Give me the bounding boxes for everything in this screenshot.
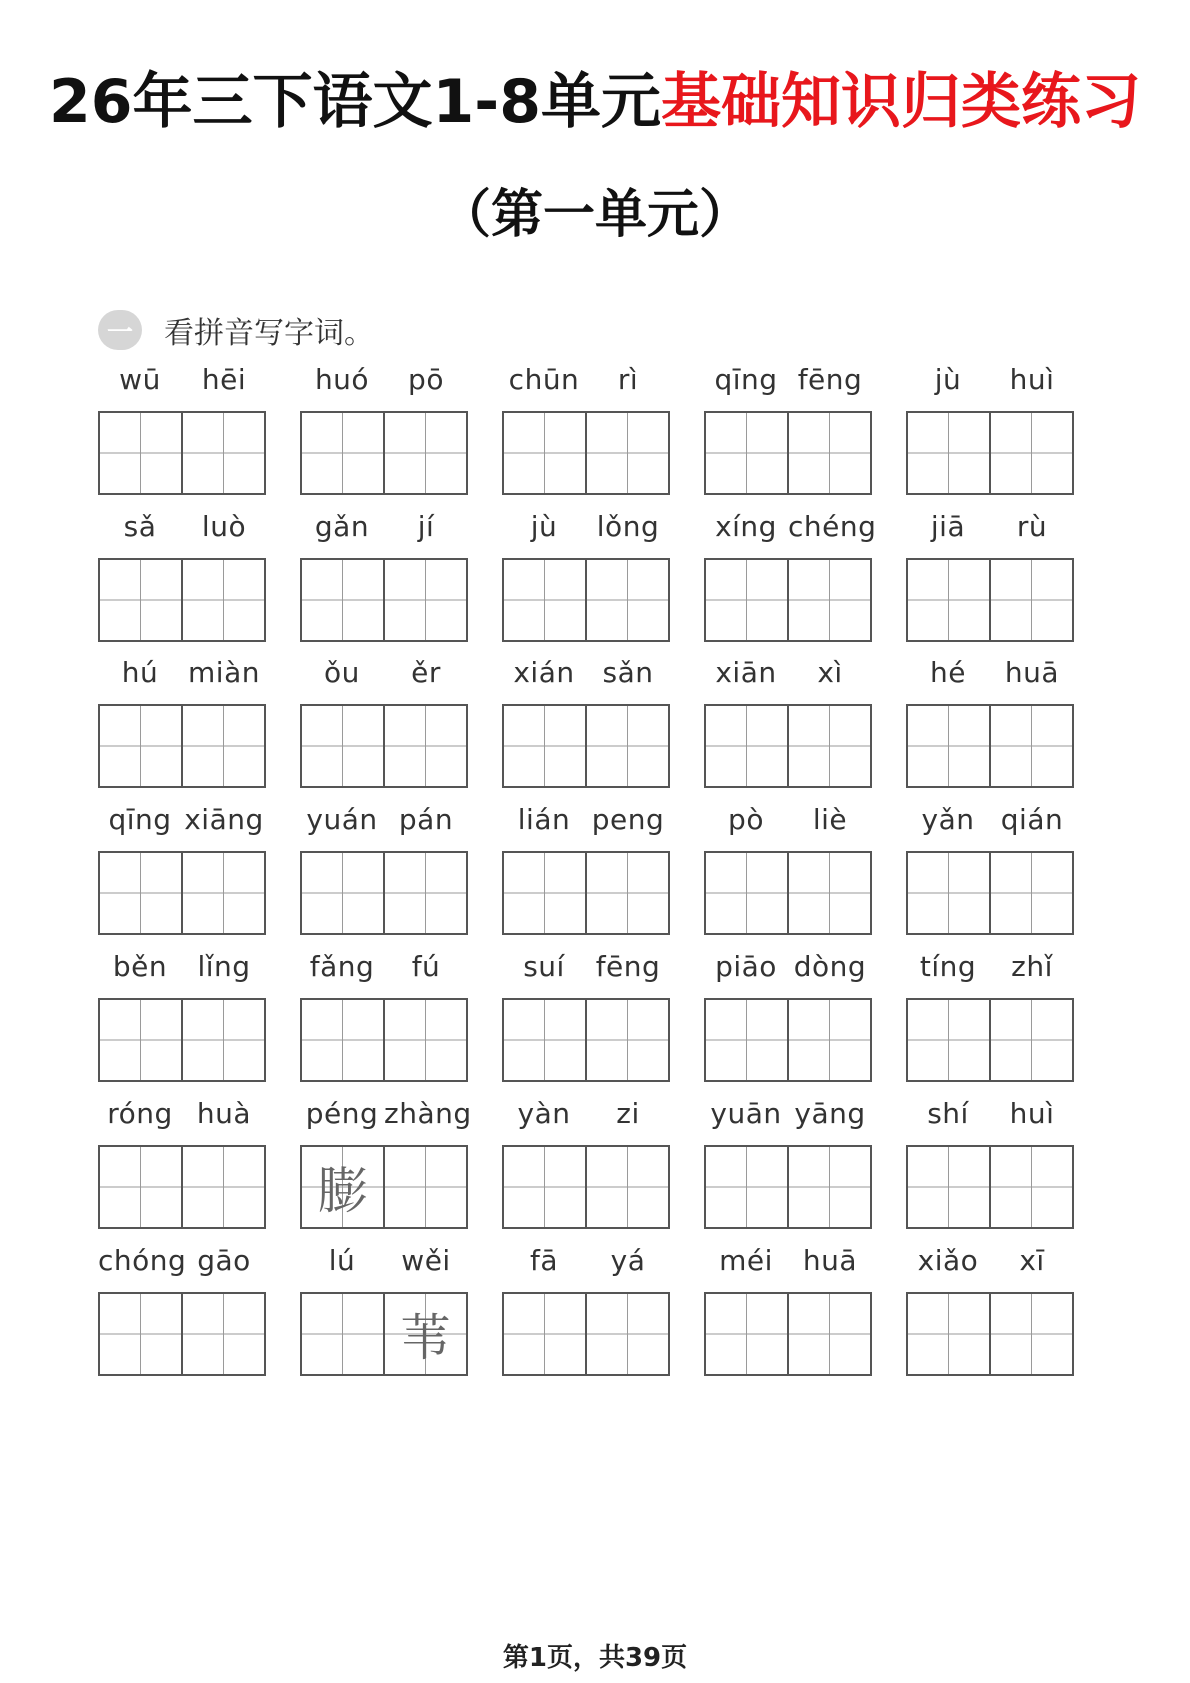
given-character [385, 706, 466, 786]
tianzige-pair [98, 1292, 266, 1376]
given-character [908, 560, 989, 640]
pinyin-syllable: chūn [508, 363, 580, 396]
writing-box[interactable] [100, 706, 181, 786]
writing-box[interactable] [706, 853, 787, 933]
given-character [991, 853, 1072, 933]
pinyin-syllable: rù [1016, 510, 1048, 543]
given-character [385, 853, 466, 933]
pinyin-syllable: wū [119, 363, 161, 396]
writing-box[interactable] [989, 853, 1072, 933]
writing-box[interactable] [706, 560, 787, 640]
pinyin-syllable: zhàng [384, 1097, 472, 1130]
writing-box[interactable] [989, 1000, 1072, 1080]
given-character [504, 706, 585, 786]
given-character [587, 413, 668, 493]
pinyin-syllable: huà [196, 1097, 252, 1130]
writing-box[interactable] [989, 1294, 1072, 1374]
writing-box[interactable] [585, 706, 668, 786]
given-character [706, 1294, 787, 1374]
given-character [789, 1000, 870, 1080]
pinyin-syllable: ǒu [324, 656, 360, 689]
given-character [587, 1294, 668, 1374]
writing-box[interactable] [585, 560, 668, 640]
given-character [991, 560, 1072, 640]
tianzige-pair [906, 1145, 1074, 1229]
writing-box[interactable] [504, 1294, 585, 1374]
page-number: 第1页，共39页 [502, 1643, 688, 1673]
pinyin-syllable: lián [517, 803, 571, 836]
writing-box[interactable] [504, 1147, 585, 1227]
given-character [587, 1147, 668, 1227]
writing-box[interactable] [787, 413, 870, 493]
pinyin-syllable: jù [934, 363, 962, 396]
pinyin-syllable: fā [529, 1244, 558, 1277]
given-character [789, 706, 870, 786]
writing-box[interactable] [989, 706, 1072, 786]
pinyin-syllable: pán [398, 803, 454, 836]
writing-box[interactable] [383, 1294, 466, 1374]
writing-box[interactable] [504, 706, 585, 786]
pinyin-syllable: xiǎo [917, 1244, 979, 1277]
pinyin-syllable: tíng [919, 950, 977, 983]
pinyin-syllable: péng [305, 1097, 379, 1130]
tianzige-pair [906, 558, 1074, 642]
pinyin-syllable: xì [817, 656, 843, 689]
pinyin-syllable: dòng [793, 950, 867, 983]
given-character [385, 1000, 466, 1080]
writing-box[interactable] [706, 1147, 787, 1227]
writing-box[interactable] [100, 1294, 181, 1374]
given-character [504, 1294, 585, 1374]
section-instruction: 看拼音写字词。 [164, 316, 374, 351]
pinyin-syllable: jù [530, 510, 558, 543]
given-character [908, 1147, 989, 1227]
given-character [302, 560, 383, 640]
writing-box[interactable] [383, 560, 466, 640]
writing-box[interactable] [100, 1000, 181, 1080]
tianzige-pair [502, 851, 670, 935]
given-character [183, 1294, 264, 1374]
writing-box[interactable] [302, 1147, 383, 1227]
pinyin-syllable: lǒng [596, 510, 660, 543]
given-character [385, 413, 466, 493]
writing-box[interactable] [787, 1294, 870, 1374]
given-character [587, 1000, 668, 1080]
pinyin-syllable: huā [1004, 656, 1060, 689]
given-character [100, 706, 181, 786]
given-character [908, 413, 989, 493]
pinyin-syllable: xián [513, 656, 575, 689]
tianzige-pair [300, 558, 468, 642]
given-character [504, 1000, 585, 1080]
tianzige-pair [98, 558, 266, 642]
writing-box[interactable] [504, 413, 585, 493]
tianzige-pair [906, 704, 1074, 788]
given-character [183, 413, 264, 493]
tianzige-pair [502, 411, 670, 495]
writing-box[interactable] [181, 1294, 264, 1374]
given-character [706, 706, 787, 786]
pinyin-syllable: piāo [715, 950, 777, 983]
pinyin-syllable: zhǐ [1011, 950, 1053, 983]
given-character [908, 1000, 989, 1080]
pinyin-syllable: huā [802, 1244, 858, 1277]
pinyin-syllable: ěr [411, 656, 441, 689]
writing-box[interactable] [181, 1147, 264, 1227]
writing-box[interactable] [302, 413, 383, 493]
given-character [183, 706, 264, 786]
given-character [100, 853, 181, 933]
given-character [183, 1147, 264, 1227]
pinyin-syllable: běn [112, 950, 168, 983]
tianzige-pair [98, 1145, 266, 1229]
writing-box[interactable] [989, 413, 1072, 493]
given-character: 膨 [317, 1162, 368, 1220]
tianzige-pair [704, 998, 872, 1082]
writing-box[interactable] [181, 1000, 264, 1080]
writing-box[interactable] [181, 853, 264, 933]
writing-box[interactable] [383, 706, 466, 786]
writing-box[interactable] [585, 853, 668, 933]
tianzige-pair [300, 411, 468, 495]
tianzige-pair [98, 851, 266, 935]
tianzige-pair [906, 851, 1074, 935]
pinyin-syllable: suí [523, 950, 565, 983]
pinyin-syllable: xiāng [184, 803, 264, 836]
tianzige-pair [502, 558, 670, 642]
pinyin-syllable: hēi [201, 363, 247, 396]
pinyin-syllable: hé [930, 656, 966, 689]
pinyin-syllable: gǎn [314, 510, 370, 543]
pinyin-syllable: lú [328, 1244, 356, 1277]
writing-box[interactable] [706, 413, 787, 493]
writing-box[interactable] [504, 1000, 585, 1080]
writing-box[interactable] [100, 1147, 181, 1227]
writing-box[interactable] [302, 706, 383, 786]
writing-box[interactable] [787, 1000, 870, 1080]
writing-box[interactable] [706, 1000, 787, 1080]
given-character [302, 853, 383, 933]
writing-box[interactable] [908, 1000, 989, 1080]
tianzige-pair [704, 851, 872, 935]
pinyin-syllable: yàn [517, 1097, 571, 1130]
pinyin-syllable: róng [107, 1097, 173, 1130]
given-character [504, 413, 585, 493]
writing-box[interactable] [585, 1294, 668, 1374]
writing-box[interactable] [100, 560, 181, 640]
pinyin-syllable: huó [314, 363, 370, 396]
writing-box[interactable] [302, 853, 383, 933]
pinyin-syllable: gāo [197, 1244, 251, 1277]
tianzige-pair [906, 1292, 1074, 1376]
writing-box[interactable] [585, 1147, 668, 1227]
writing-box[interactable] [787, 853, 870, 933]
given-character [183, 1000, 264, 1080]
given-character [908, 853, 989, 933]
writing-box[interactable] [908, 1147, 989, 1227]
pinyin-syllable: qián [1000, 803, 1064, 836]
tianzige-pair [906, 998, 1074, 1082]
pinyin-syllable: chéng [788, 510, 877, 543]
pinyin-syllable: fēng [595, 950, 661, 983]
pinyin-syllable: miàn [188, 656, 260, 689]
given-character [100, 1000, 181, 1080]
writing-box[interactable] [100, 853, 181, 933]
given-character [706, 1000, 787, 1080]
pinyin-syllable: yǎn [921, 803, 975, 836]
writing-box[interactable] [504, 853, 585, 933]
tianzige-pair [906, 411, 1074, 495]
given-character [706, 560, 787, 640]
pinyin-syllable: lǐng [197, 950, 251, 983]
given-character [385, 1147, 466, 1227]
tianzige-pair [704, 558, 872, 642]
pinyin-syllable: qīng [108, 803, 172, 836]
pinyin-syllable: peng [591, 803, 665, 836]
pinyin-syllable: pō [408, 363, 444, 396]
given-character [789, 853, 870, 933]
tianzige-pair [502, 704, 670, 788]
given-character [789, 1147, 870, 1227]
writing-box[interactable] [585, 1000, 668, 1080]
tianzige-pair [502, 998, 670, 1082]
given-character [504, 560, 585, 640]
writing-box[interactable] [383, 1000, 466, 1080]
tianzige-pair [98, 704, 266, 788]
writing-box[interactable] [585, 413, 668, 493]
given-character [706, 1147, 787, 1227]
given-character [789, 413, 870, 493]
pinyin-syllable: jí [417, 510, 435, 543]
writing-box[interactable] [302, 560, 383, 640]
writing-box[interactable] [908, 560, 989, 640]
given-character [587, 853, 668, 933]
writing-box[interactable] [181, 413, 264, 493]
writing-box[interactable] [908, 413, 989, 493]
given-character [789, 1294, 870, 1374]
writing-box[interactable] [787, 706, 870, 786]
given-character [302, 1294, 383, 1374]
tianzige-pair [300, 1292, 468, 1376]
pinyin-syllable: méi [719, 1244, 773, 1277]
pinyin-syllable: xī [1019, 1244, 1045, 1277]
title-part2: 基础知识归类练习 [660, 67, 1141, 137]
unit-subtitle: （第一单元） [438, 185, 751, 245]
given-character [100, 1147, 181, 1227]
pinyin-syllable: yuán [306, 803, 378, 836]
given-character [183, 853, 264, 933]
given-character [789, 560, 870, 640]
pinyin-syllable: yāng [794, 1097, 866, 1130]
given-character [991, 1147, 1072, 1227]
writing-box[interactable] [302, 1000, 383, 1080]
tianzige-pair [300, 851, 468, 935]
tianzige-pair [502, 1145, 670, 1229]
pinyin-syllable: fú [411, 950, 441, 983]
pinyin-syllable: xíng [715, 510, 777, 543]
writing-box[interactable] [504, 560, 585, 640]
given-character [302, 1000, 383, 1080]
writing-box[interactable] [181, 560, 264, 640]
writing-box[interactable] [908, 853, 989, 933]
pinyin-syllable: rì [617, 363, 639, 396]
writing-box[interactable] [908, 706, 989, 786]
writing-box[interactable] [100, 413, 181, 493]
writing-box[interactable] [302, 1294, 383, 1374]
given-character [991, 1294, 1072, 1374]
given-character [991, 706, 1072, 786]
given-character [908, 706, 989, 786]
given-character [587, 560, 668, 640]
tianzige-pair [300, 1145, 468, 1229]
given-character [706, 413, 787, 493]
pinyin-syllable: shí [927, 1097, 969, 1130]
pinyin-syllable: huì [1009, 363, 1055, 396]
writing-box[interactable] [181, 706, 264, 786]
given-character [302, 706, 383, 786]
tianzige-pair [704, 1292, 872, 1376]
pinyin-syllable: hú [121, 656, 159, 689]
given-character [100, 413, 181, 493]
pinyin-syllable: luò [201, 510, 247, 543]
pinyin-syllable: jiā [930, 510, 966, 543]
tianzige-pair [502, 1292, 670, 1376]
pinyin-syllable: yá [610, 1244, 646, 1277]
given-character [100, 560, 181, 640]
given-character [706, 853, 787, 933]
pinyin-syllable: wěi [401, 1244, 451, 1277]
writing-box[interactable] [989, 1147, 1072, 1227]
writing-box[interactable] [383, 853, 466, 933]
pinyin-syllable: yuān [710, 1097, 782, 1130]
title-part1: 26年三下语文1-8单元 [49, 67, 661, 137]
given-character [504, 1147, 585, 1227]
pinyin-syllable: chóng [98, 1244, 187, 1277]
writing-box[interactable] [706, 1294, 787, 1374]
given-character: 苇 [400, 1309, 451, 1367]
given-character [504, 853, 585, 933]
given-character [991, 413, 1072, 493]
given-character [991, 1000, 1072, 1080]
tianzige-pair [98, 998, 266, 1082]
tianzige-pair [300, 998, 468, 1082]
given-character [908, 1294, 989, 1374]
pinyin-syllable: pò [728, 803, 764, 836]
tianzige-pair [704, 1145, 872, 1229]
given-character [587, 706, 668, 786]
tianzige-pair [704, 411, 872, 495]
tianzige-pair [98, 411, 266, 495]
pinyin-syllable: liè [812, 803, 848, 836]
pinyin-syllable: fǎng [309, 950, 375, 983]
writing-box[interactable] [787, 1147, 870, 1227]
pinyin-syllable: zi [616, 1097, 640, 1130]
writing-box[interactable] [383, 1147, 466, 1227]
writing-box[interactable] [383, 413, 466, 493]
writing-box[interactable] [989, 560, 1072, 640]
tianzige-pair [704, 704, 872, 788]
writing-box[interactable] [908, 1294, 989, 1374]
given-character [385, 560, 466, 640]
given-character [100, 1294, 181, 1374]
tianzige-pair [300, 704, 468, 788]
pinyin-syllable: fēng [797, 363, 863, 396]
section-number-badge: 一 [98, 310, 142, 350]
given-character [183, 560, 264, 640]
pinyin-syllable: xiān [715, 656, 777, 689]
writing-box[interactable] [787, 560, 870, 640]
pinyin-syllable: huì [1009, 1097, 1055, 1130]
given-character [302, 413, 383, 493]
pinyin-syllable: qīng [714, 363, 778, 396]
writing-box[interactable] [706, 706, 787, 786]
pinyin-syllable: sǎn [602, 656, 654, 689]
pinyin-syllable: sǎ [123, 510, 157, 543]
